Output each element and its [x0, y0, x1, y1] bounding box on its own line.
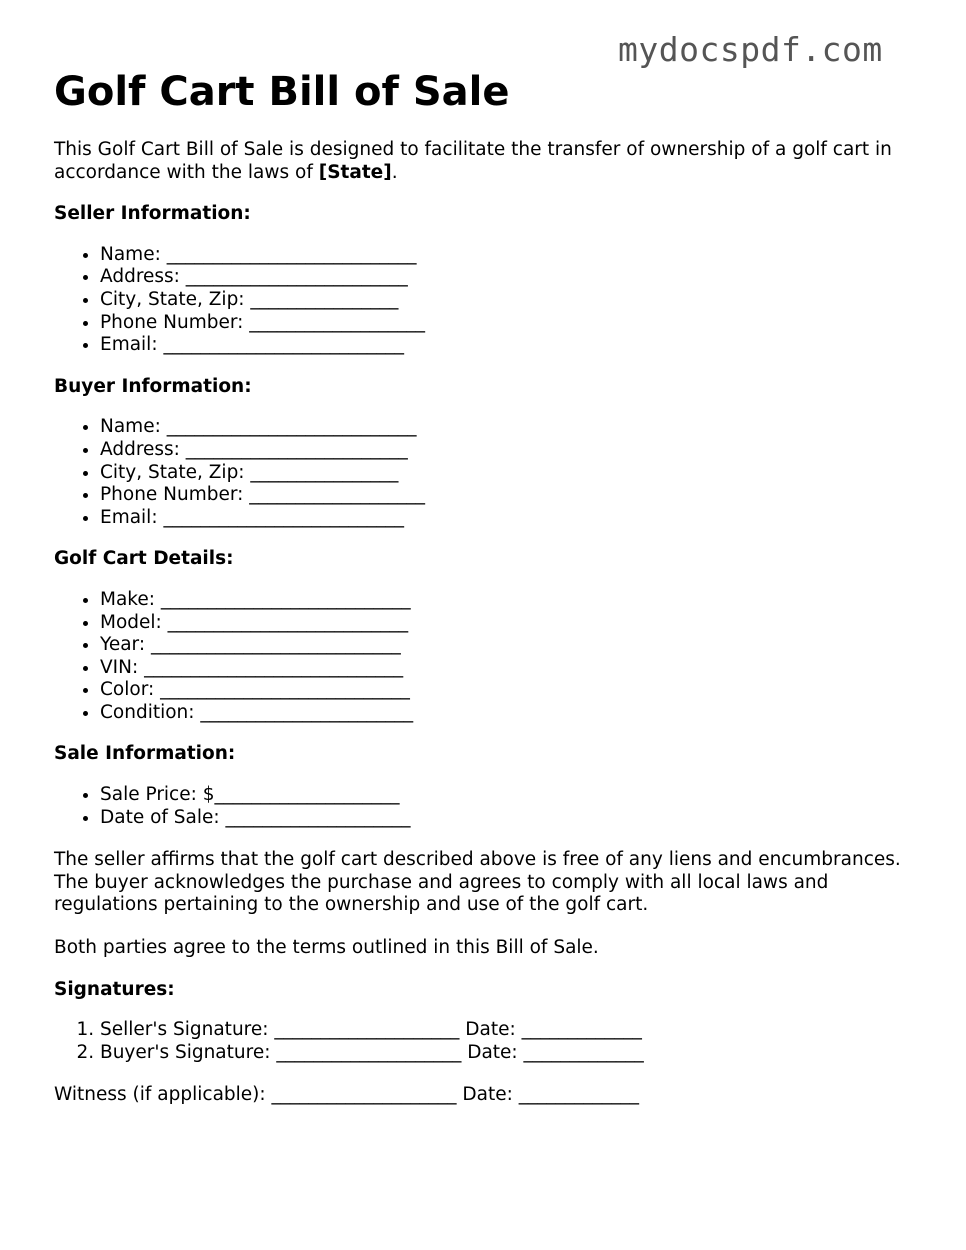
intro-text: This Golf Cart Bill of Sale is designed to facilitate the transfer of ownership of a golf cart in accordance with the laws of — [54, 139, 892, 183]
buyer-list — [54, 416, 924, 529]
seller-list — [54, 244, 924, 357]
seller-signature-line: 1. Seller's Signature: ____________________ Date: _____________ — [100, 1019, 924, 1042]
cart-details-list — [54, 589, 924, 725]
cart-model-field: • Model: __________________________ — [100, 612, 924, 635]
seller-name-field: • Name: ___________________________ — [100, 244, 924, 267]
cart-year-field: • Year: ___________________________ — [100, 634, 924, 657]
buyer-email-field: • Email: __________________________ — [100, 507, 924, 530]
buyer-signature-line: 2. Buyer's Signature: ____________________ Date: _____________ — [100, 1042, 924, 1065]
signatures-list — [54, 1019, 924, 1064]
sale-price-field: • Sale Price: $____________________ — [100, 784, 924, 807]
cart-make-field: • Make: ___________________________ — [100, 589, 924, 612]
witness-line: Witness (if applicable): ____________________ Date: _____________ — [54, 1084, 639, 1106]
buyer-heading: Buyer Information: — [54, 375, 252, 397]
document — [54, 64, 924, 1107]
intro-end: . — [391, 161, 398, 183]
affirmation-paragraph: The seller affirms that the golf cart described above is free of any liens and encumbrances. The buyer acknowledges the purchase and agrees to comply with all local laws and regulations pertaining to the ownership and use of the golf cart. — [54, 849, 901, 916]
sale-info-heading: Sale Information: — [54, 743, 236, 765]
sale-date-field: • Date of Sale: ____________________ — [100, 807, 924, 830]
buyer-address-field: • Address: ________________________ — [100, 439, 924, 462]
cart-vin-field: • VIN: ____________________________ — [100, 657, 924, 680]
cart-condition-field: • Condition: _______________________ — [100, 702, 924, 725]
seller-city-state-zip-field: • City, State, Zip: ________________ — [100, 289, 924, 312]
cart-color-field: • Color: ___________________________ — [100, 679, 924, 702]
watermark: mydocspdf.com — [618, 30, 883, 69]
seller-email-field: • Email: __________________________ — [100, 334, 924, 357]
seller-phone-field: • Phone Number: ___________________ — [100, 312, 924, 335]
agreement-paragraph: Both parties agree to the terms outlined in this Bill of Sale. — [54, 937, 599, 959]
buyer-phone-field: • Phone Number: ___________________ — [100, 484, 924, 507]
page-title: Golf Cart Bill of Sale — [54, 69, 510, 115]
sale-info-list — [54, 784, 924, 829]
cart-details-heading: Golf Cart Details: — [54, 548, 234, 570]
buyer-name-field: • Name: ___________________________ — [100, 416, 924, 439]
seller-heading: Seller Information: — [54, 203, 251, 225]
buyer-city-state-zip-field: • City, State, Zip: ________________ — [100, 462, 924, 485]
seller-address-field: • Address: ________________________ — [100, 266, 924, 289]
signatures-heading: Signatures: — [54, 978, 175, 1000]
state-placeholder: [State] — [318, 161, 392, 183]
intro-paragraph — [54, 139, 924, 184]
